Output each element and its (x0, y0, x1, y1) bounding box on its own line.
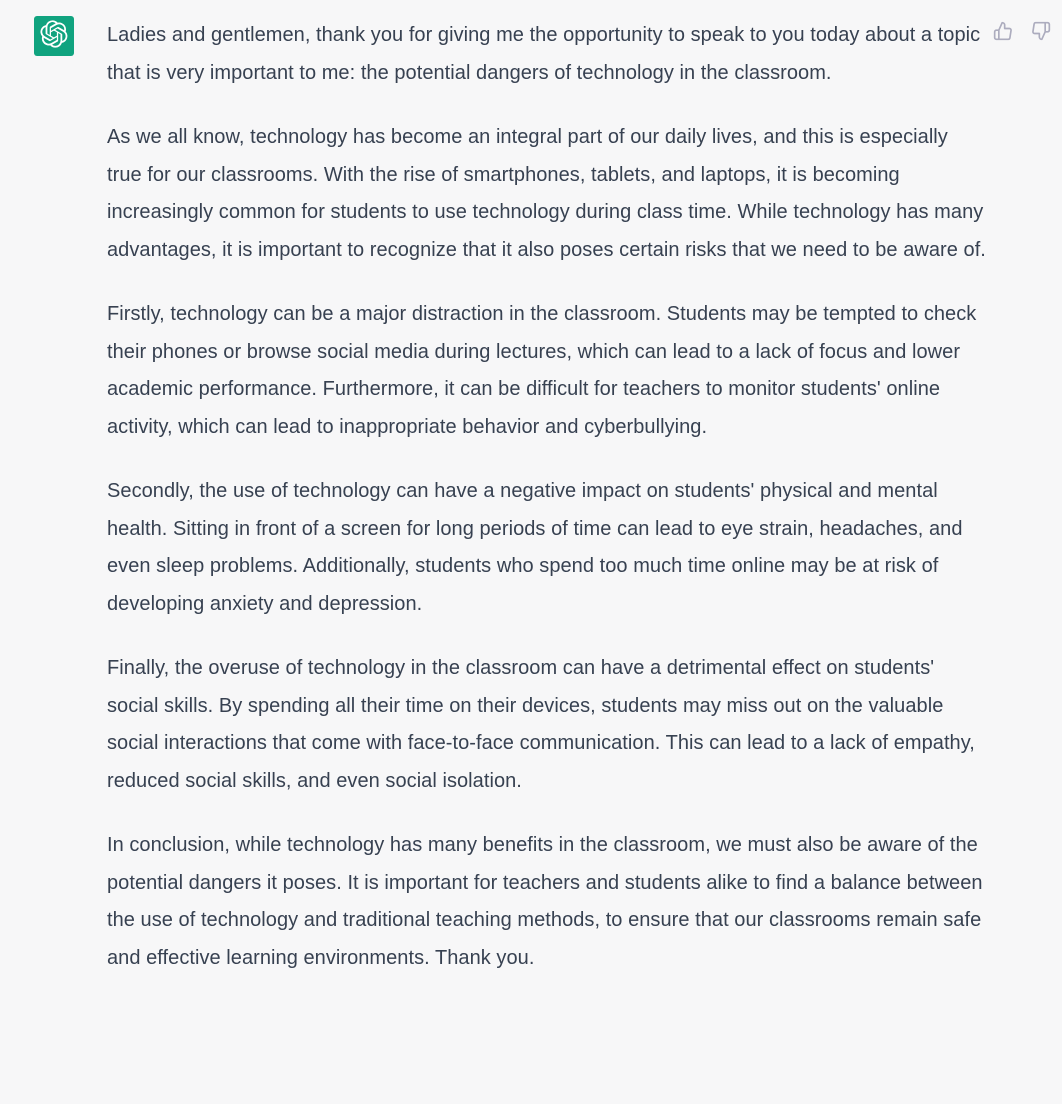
thumbs-up-icon (993, 21, 1013, 44)
assistant-avatar (34, 16, 74, 56)
thumbs-down-button[interactable] (1030, 20, 1052, 44)
openai-logo-icon (40, 20, 68, 53)
message-paragraph: Firstly, technology can be a major distraction in the classroom. Students may be tempted to check their phones or browse social media during lectures, which can lead to a lack of focus and lower academic performance. Furthermore, it can be difficult for teachers to monitor students' online activity, which can lead to inappropriate behavior and cyberbullying. (107, 303, 977, 438)
thumbs-down-icon (1031, 21, 1051, 44)
message-content (107, 17, 987, 977)
message-paragraph: Secondly, the use of technology can have a negative impact on students' physical and mental health. Sitting in front of a screen for long periods of time can lead to eye strain, headaches, and even sleep problems. Additionally, students who spend too much time online may be at risk of developing anxiety and depression. (107, 480, 963, 615)
message-paragraph: As we all know, technology has become an integral part of our daily lives, and this is especially true for our classrooms. With the rise of smartphones, tablets, and laptops, it is becoming increasingly common for students to use technology during class time. While technology has many advantages, it is important to recognize that it also poses certain risks that we need to be aware of. (107, 126, 986, 261)
message-paragraph: In conclusion, while technology has many benefits in the classroom, we must also be aware of the potential dangers it poses. It is important for teachers and students alike to find a balance between the use of technology and traditional teaching methods, to ensure that our classrooms remain safe and effective learning environments. Thank you. (107, 834, 983, 969)
message-paragraph: Ladies and gentlemen, thank you for giving me the opportunity to speak to you today about a topic that is very important to me: the potential dangers of technology in the classroom. (107, 24, 981, 84)
feedback-controls (992, 20, 1052, 44)
thumbs-up-button[interactable] (992, 20, 1014, 44)
message-paragraph: Finally, the overuse of technology in the classroom can have a detrimental effect on students' social skills. By spending all their time on their devices, students may miss out on the valuable social interactions that come with face-to-face communication. This can lead to a lack of empathy, reduced social skills, and even social isolation. (107, 657, 975, 792)
